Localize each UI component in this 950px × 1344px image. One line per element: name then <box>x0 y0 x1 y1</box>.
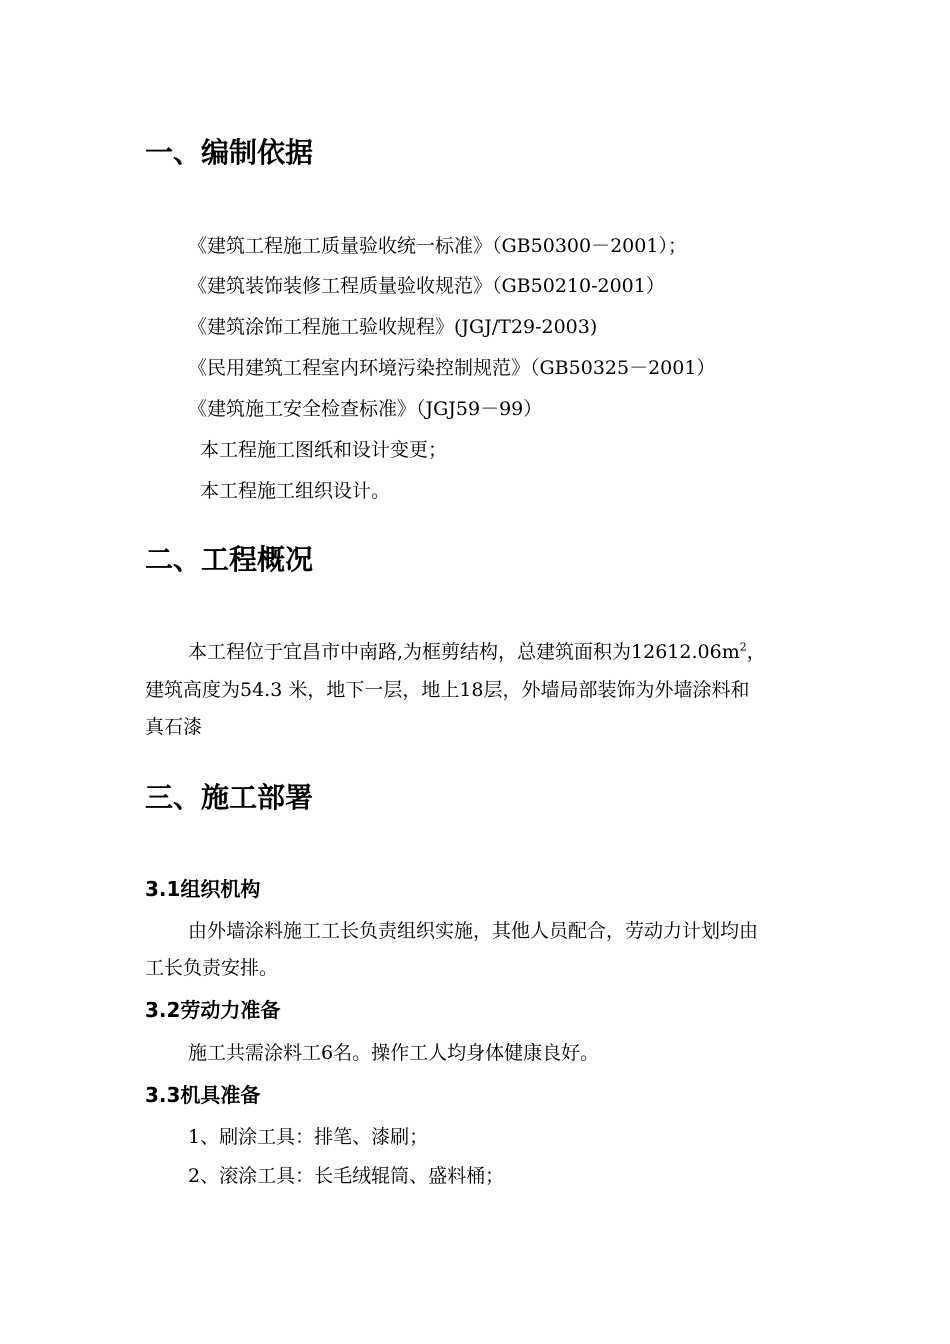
labor-line-1: 施工共需涂料工6名。操作工人均身体健康良好。 <box>188 1042 600 1064</box>
reference-item-3: 《建筑涂饰工程施工验收规程》(JGJ/T29-2003) <box>188 316 598 338</box>
section-1-heading: 一、编制依据 <box>145 136 314 169</box>
subsection-3-3-heading: 3.3机具准备 <box>145 1083 261 1107</box>
overview-line-1-punct: ， <box>746 641 766 663</box>
reference-item-5: 《建筑施工安全检查标准》（JGJ59－99） <box>188 398 543 420</box>
organization-line-2: 工长负责安排。 <box>145 957 279 979</box>
reference-item-7: 本工程施工组织设计。 <box>200 480 391 502</box>
overview-line-1 <box>188 639 766 665</box>
subsection-3-1-heading: 3.1组织机构 <box>145 877 261 901</box>
reference-item-2: 《建筑装饰装修工程质量验收规范》（GB50210-2001） <box>188 275 665 297</box>
reference-item-1: 《建筑工程施工质量验收统一标准》（GB50300－2001）； <box>188 235 687 257</box>
section-2-heading: 二、工程概况 <box>145 543 314 576</box>
section-3-heading: 三、施工部署 <box>145 781 314 814</box>
reference-item-4: 《民用建筑工程室内环境污染控制规范》（GB50325－2001） <box>188 357 716 379</box>
subsection-3-2-heading: 3.2劳动力准备 <box>145 998 281 1022</box>
overview-line-2: 建筑高度为54.3 米，地下一层，地上18层，外墙局部装饰为外墙涂料和 <box>145 679 750 701</box>
reference-item-6: 本工程施工图纸和设计变更； <box>200 439 448 461</box>
tool-item-1: 1、刷涂工具：排笔、漆刷； <box>188 1126 429 1148</box>
area-unit-superscript: 2 <box>739 640 747 654</box>
organization-line-1: 由外墙涂料施工工长负责组织实施，其他人员配合，劳动力计划均由 <box>188 920 759 942</box>
overview-line-3: 真石漆 <box>145 716 203 738</box>
tool-item-2: 2、滚涂工具：长毛绒辊筒、盛料桶； <box>188 1165 505 1187</box>
overview-line-1-text: 本工程位于宜昌市中南路,为框剪结构，总建筑面积为12612.06m <box>188 641 740 663</box>
